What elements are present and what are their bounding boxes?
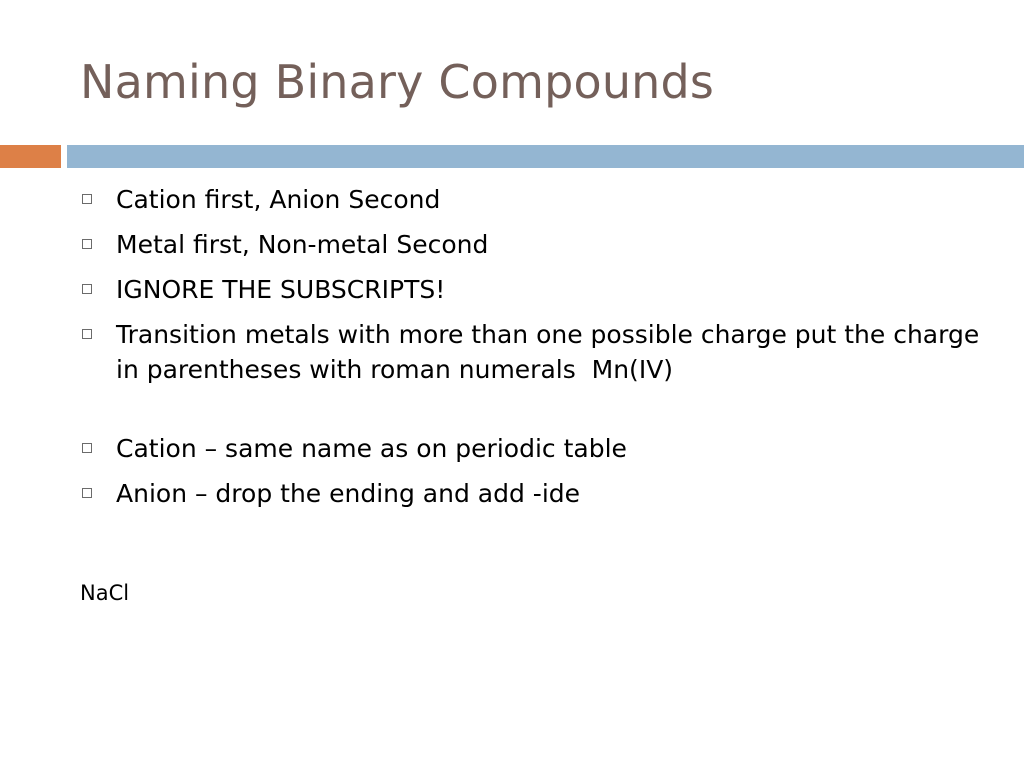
bullet-list [80, 182, 988, 521]
square-bullet-icon [82, 329, 92, 339]
list-item [80, 431, 980, 466]
square-bullet-icon [82, 194, 92, 204]
list-item [80, 317, 988, 387]
bullet-text: IGNORE THE SUBSCRIPTS! [116, 275, 446, 304]
bullet-text: Cation – same name as on periodic table [116, 434, 627, 463]
list-item [80, 227, 980, 262]
bullet-text: Cation first, Anion Second [116, 185, 441, 214]
bullet-text: Transition metals with more than one possible charge put the charge in parentheses with roman numerals Mn(IV) [116, 320, 988, 384]
example-compound-text: NaCl [80, 581, 130, 605]
list-item [80, 182, 980, 217]
list-item [80, 272, 980, 307]
bullet-text: Anion – drop the ending and add -ide [116, 479, 581, 508]
list-item [80, 476, 980, 511]
accent-bar-orange [0, 145, 61, 168]
slide-title: Naming Binary Compounds [80, 55, 715, 109]
accent-bar-blue [67, 145, 1024, 168]
square-bullet-icon [82, 239, 92, 249]
square-bullet-icon [82, 443, 92, 453]
square-bullet-icon [82, 488, 92, 498]
bullet-text: Metal first, Non-metal Second [116, 230, 489, 259]
square-bullet-icon [82, 284, 92, 294]
